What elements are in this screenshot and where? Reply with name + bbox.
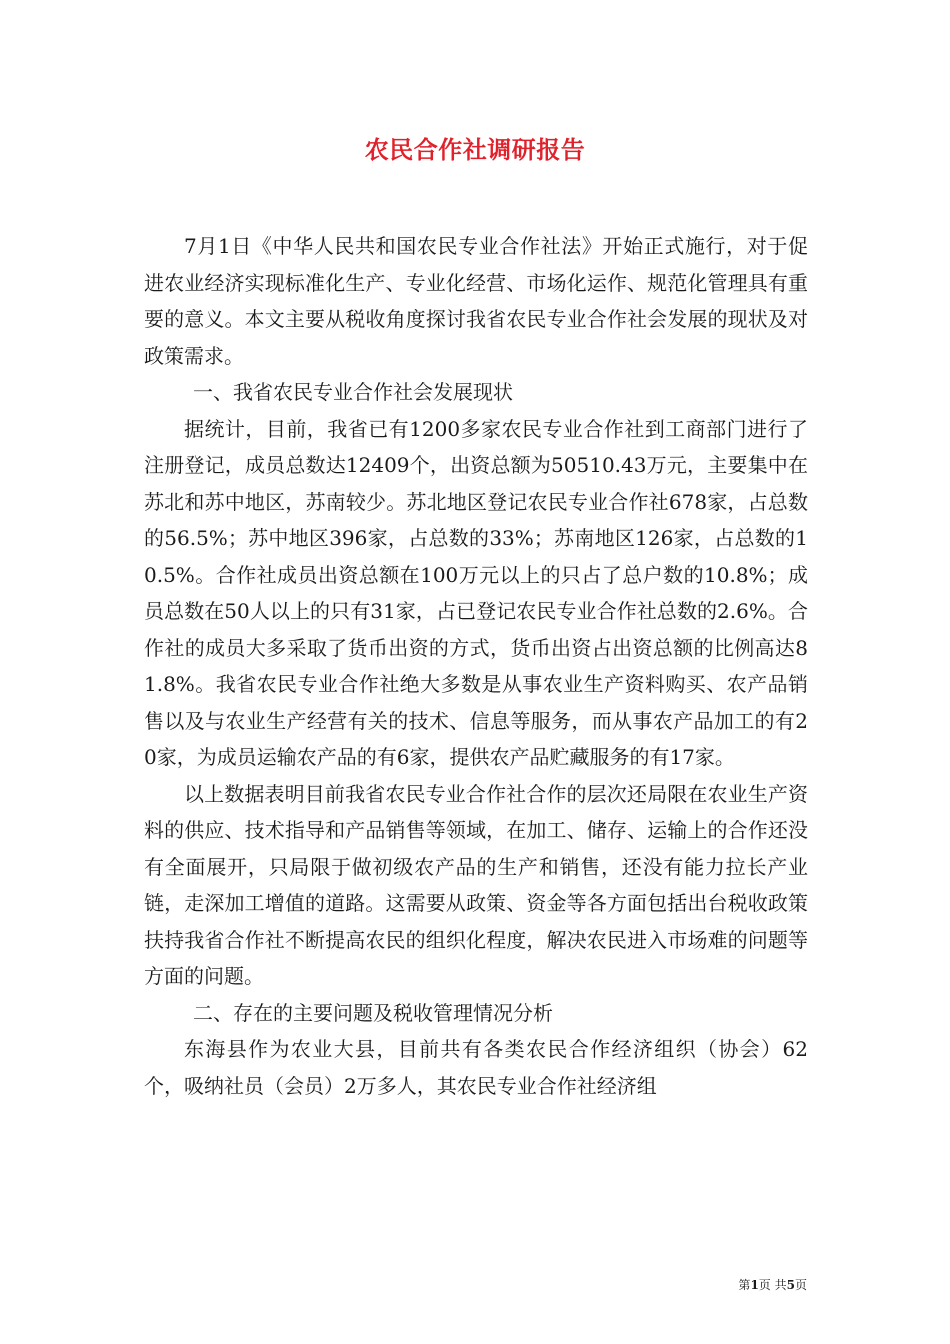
footer-prefix: 第 bbox=[738, 1278, 751, 1292]
section-heading-2: 二、存在的主要问题及税收管理情况分析 bbox=[193, 1000, 553, 1025]
section-heading-1: 一、我省农民专业合作社会发展现状 bbox=[193, 380, 513, 404]
paragraph-analysis: 以上数据表明目前我省农民专业合作社合作的层次还局限在农业生产资料的供应、技术指导和产品销售等领域，在加工、储存、运输上的合作还没有全面展开，只局限于做初级农产品的生产和销售，还没有能力拉长产业链，走深加工增值的道路。这需要从政策、资金等各方面包括出台税收政策扶持我省合作社不断提高农民的组织化程度，解决农民进入市场难的问题等方面的问题。 bbox=[144, 781, 808, 988]
paragraph-statistics: 据统计，目前，我省已有1200多家农民专业合作社到工商部门进行了注册登记，成员总数达12409个，出资总额为50510.43万元，主要集中在苏北和苏中地区，苏南较少。苏北地区登记农民专业合作社678家，占总数的56.5%；苏中地区396家，占总数的33%；苏南地区126家，占总数的10.5%。合作社成员出资总额在100万元以上的只占了总户数的10.8%；成员总数在50人以上的只有31家，占已登记农民专业合作社总数的2.6%。合作社的成员大多采取了货币出资的方式，货币出资占出资总额的比例高达81.8%。我省农民专业合作社绝大多数是从事农业生产资料购买、农产品销售以及与农业生产经营有关的技术、信息等服务，而从事农产品加工的有20家，为成员运输农产品的有6家，提供农产品贮藏服务的有17家。 bbox=[144, 416, 808, 769]
document-title: 农民合作社调研报告 bbox=[364, 135, 586, 164]
footer-middle: 页 共 bbox=[758, 1278, 787, 1292]
document-body bbox=[144, 228, 808, 1104]
footer-suffix: 页 bbox=[794, 1278, 807, 1292]
paragraph-intro: 7月1日《中华人民共和国农民专业合作社法》开始正式施行，对于促进农业经济实现标准化生产、专业化经营、市场化运作、规范化管理具有重要的意义。本文主要从税收角度探讨我省农民专业合作社会发展的现状及对政策需求。 bbox=[144, 234, 808, 368]
total-pages-number: 5 bbox=[786, 1278, 795, 1292]
current-page-number: 1 bbox=[750, 1278, 759, 1292]
page-number-footer bbox=[0, 1277, 807, 1293]
paragraph-donghai: 东海县作为农业大县，目前共有各类农民合作经济组织（协会）62个，吸纳社员（会员）2万多人，其农民专业合作社经济组 bbox=[144, 1037, 808, 1098]
